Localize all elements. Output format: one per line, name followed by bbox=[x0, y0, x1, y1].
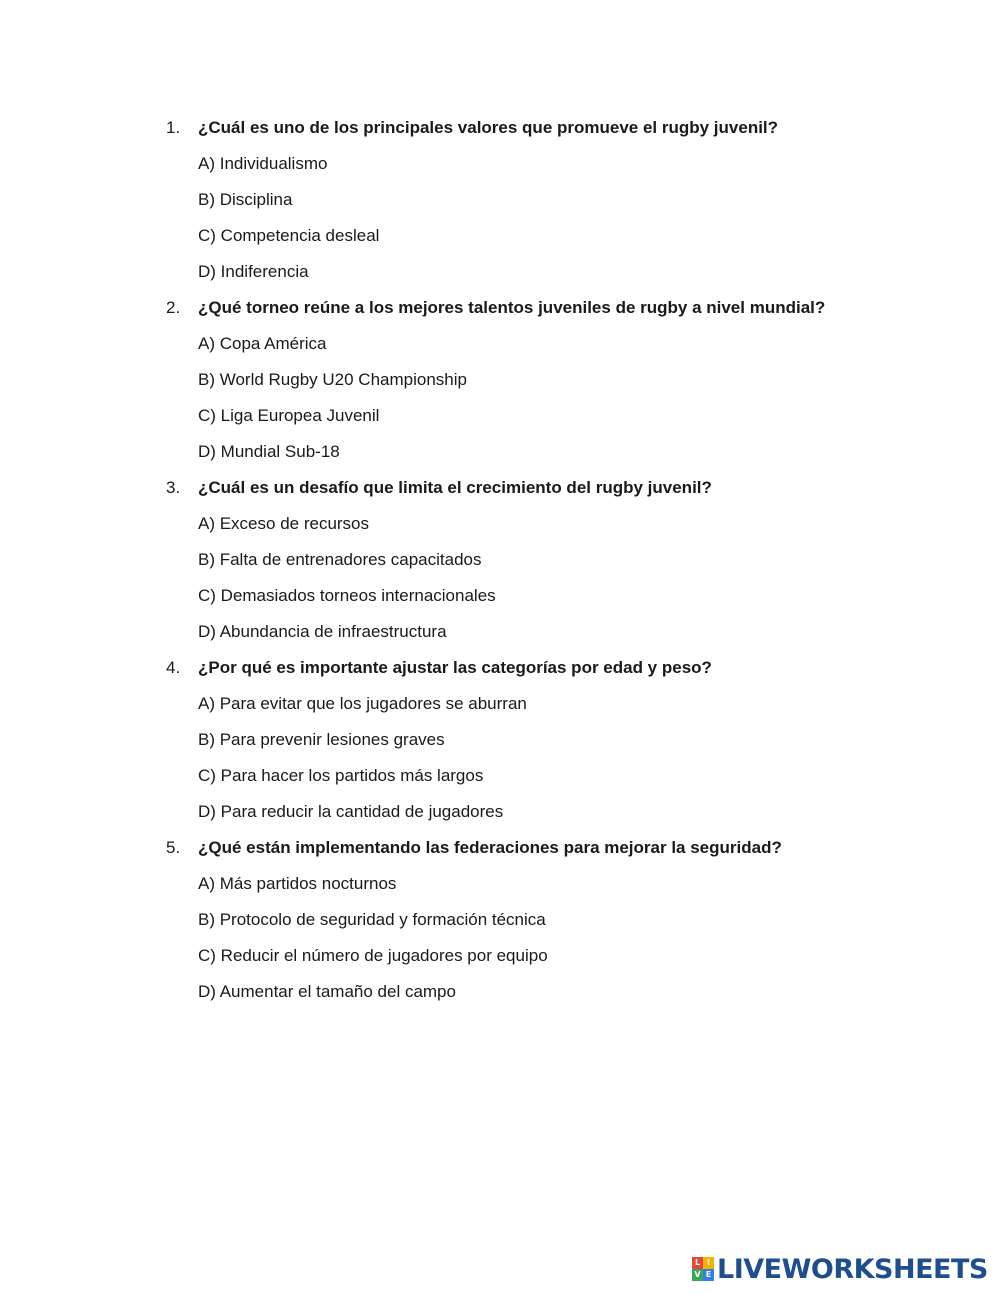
question-1 bbox=[166, 114, 946, 294]
answer-option[interactable]: A) Más partidos nocturnos bbox=[198, 874, 397, 893]
answer-option[interactable]: D) Mundial Sub-18 bbox=[198, 442, 340, 461]
question-text: ¿Qué torneo reúne a los mejores talentos juveniles de rugby a nivel mundial? bbox=[198, 298, 826, 317]
answer-option[interactable]: A) Copa América bbox=[198, 334, 327, 353]
logo-icon-cell: I bbox=[703, 1257, 714, 1269]
answer-option[interactable]: B) World Rugby U20 Championship bbox=[198, 370, 467, 389]
answer-option[interactable]: C) Competencia desleal bbox=[198, 226, 380, 245]
answer-option[interactable]: B) Disciplina bbox=[198, 190, 293, 209]
question-2 bbox=[166, 294, 946, 474]
question-number: 1. bbox=[166, 118, 181, 137]
logo-icon-cell: V bbox=[692, 1269, 703, 1281]
logo-icon-cell: L bbox=[692, 1257, 703, 1269]
question-number: 5. bbox=[166, 838, 181, 857]
question-text: ¿Qué están implementando las federaciones para mejorar la seguridad? bbox=[198, 838, 782, 857]
question-line bbox=[166, 834, 946, 870]
question-line bbox=[166, 294, 946, 330]
answer-option[interactable]: B) Protocolo de seguridad y formación técnica bbox=[198, 910, 546, 929]
question-4 bbox=[166, 654, 946, 834]
question-text: ¿Cuál es un desafío que limita el crecimiento del rugby juvenil? bbox=[198, 478, 712, 497]
answer-option[interactable]: C) Reducir el número de jugadores por equipo bbox=[198, 946, 548, 965]
liveworksheets-icon bbox=[692, 1257, 714, 1281]
answer-option[interactable]: D) Indiferencia bbox=[198, 262, 309, 281]
answer-option[interactable]: A) Para evitar que los jugadores se aburran bbox=[198, 694, 527, 713]
answer-option[interactable]: B) Para prevenir lesiones graves bbox=[198, 730, 445, 749]
liveworksheets-logo bbox=[692, 1255, 988, 1283]
answer-option[interactable]: C) Para hacer los partidos más largos bbox=[198, 766, 484, 785]
question-number: 2. bbox=[166, 298, 181, 317]
question-5 bbox=[166, 834, 946, 1014]
question-line bbox=[166, 114, 946, 150]
question-text: ¿Cuál es uno de los principales valores que promueve el rugby juvenil? bbox=[198, 118, 779, 137]
logo-wordmark: LIVEWORKSHEETS bbox=[717, 1253, 988, 1285]
logo-icon-cell: E bbox=[703, 1269, 714, 1281]
question-3 bbox=[166, 474, 946, 654]
question-number: 3. bbox=[166, 478, 181, 497]
answer-option[interactable]: A) Individualismo bbox=[198, 154, 328, 173]
answer-option[interactable]: B) Falta de entrenadores capacitados bbox=[198, 550, 482, 569]
question-number: 4. bbox=[166, 658, 181, 677]
answer-option[interactable]: D) Abundancia de infraestructura bbox=[198, 622, 447, 641]
answer-option[interactable]: D) Para reducir la cantidad de jugadores bbox=[198, 802, 504, 821]
question-line bbox=[166, 654, 946, 690]
answer-option[interactable]: D) Aumentar el tamaño del campo bbox=[198, 982, 456, 1001]
answer-option[interactable]: C) Liga Europea Juvenil bbox=[198, 406, 380, 425]
answer-option[interactable]: C) Demasiados torneos internacionales bbox=[198, 586, 496, 605]
question-text: ¿Por qué es importante ajustar las categorías por edad y peso? bbox=[198, 658, 712, 677]
question-line bbox=[166, 474, 946, 510]
quiz bbox=[166, 114, 946, 1014]
answer-option[interactable]: A) Exceso de recursos bbox=[198, 514, 370, 533]
